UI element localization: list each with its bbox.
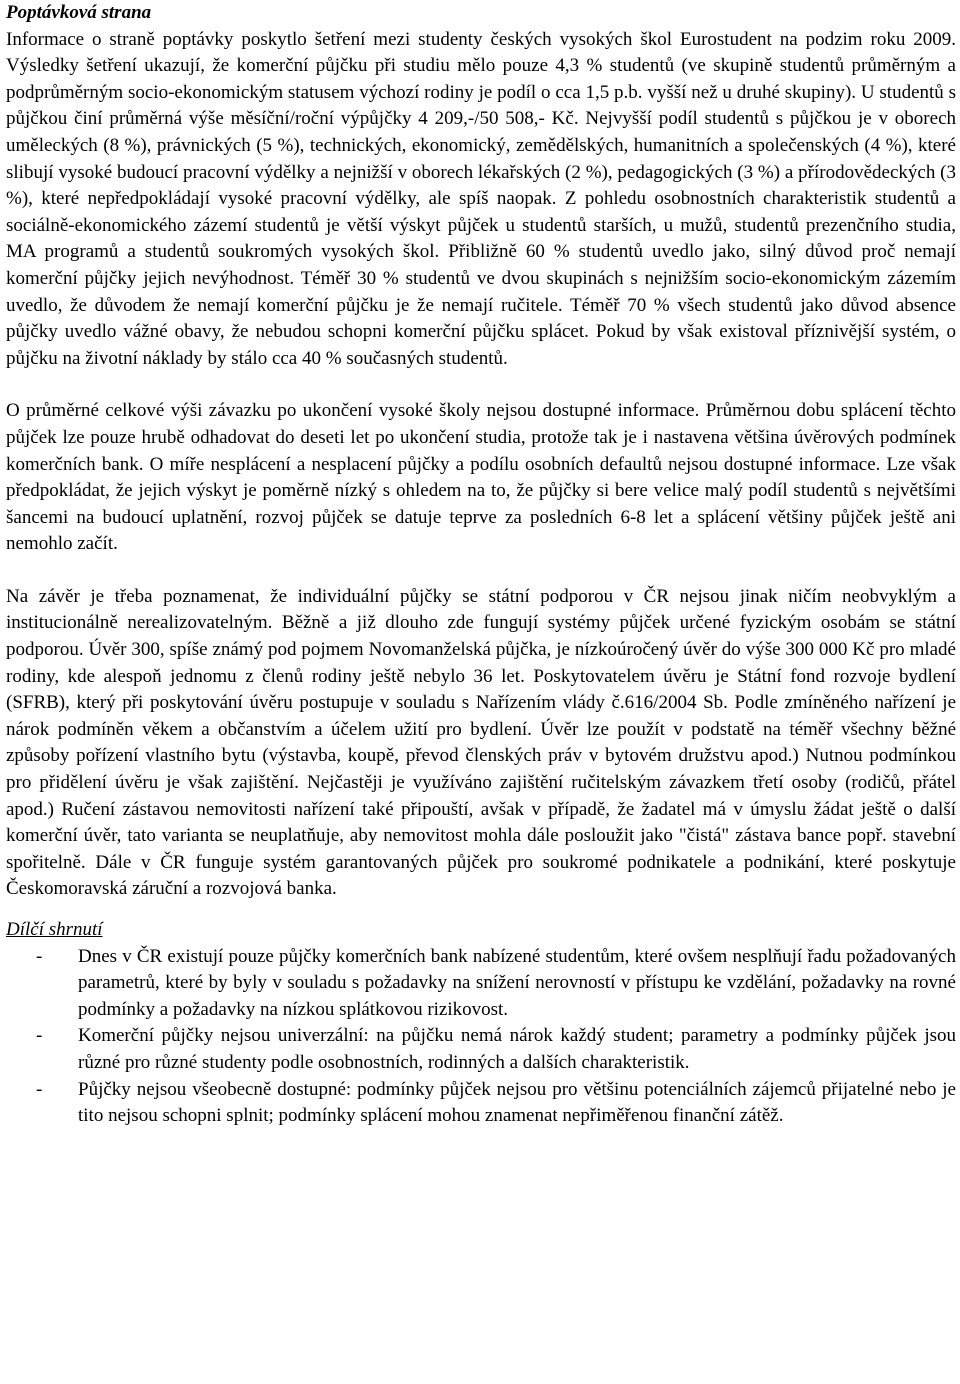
summary-item-text: Dnes v ČR existují pouze půjčky komerčních bank nabízené studentům, které ovšem nesplňují řadu požadovaných parametrů, které by byly v souladu s požadavky na snížení nerovností v přístupu ke vzdělání, požadavky na rovné podmínky a požadavky na nízkou splátkovou rizikovost. xyxy=(78,945,956,1020)
paragraph-demand-survey: Informace o straně poptávky poskytlo šetření mezi studenty českých vysokých škol Eurostudent na podzim roku 2009. Výsledky šetření ukazují, že komerční půjčku při studiu mělo pouze 4,3 % studentů (ve skupině studentů průměrným a podprůměrným socio-ekonomickým statusem výchozí rodiny je podíl o cca 1,5 p.b. vyšší než u druhé skupiny). U studentů s půjčkou činí průměrná výše měsíční/roční výpůjčky 4 209,-/50 508,- Kč. Nejvyšší podíl studentů s půjčkou je v oborech uměleckých (8 %), právnických (5 %), technických, ekonomický, zemědělských, humanitních a společenských (4 %), které slibují vysoké budoucí pracovní výdělky a nejnižší v oborech lékařských (2 %), pedagogických (3 %) a přírodovědeckých (3 %), které nepředpokládají vysoké pracovní výdělky, ale spíš naopak. Z pohledu osobnostních charakteristik studentů a sociálně-ekonomického zázemí studentů je větší výskyt půjček u studentů starších, u mužů, studentů prezenčního studia, MA programů a studentů soukromých vysokých škol. Přibližně 60 % studentů uvedlo jako, silný důvod proč nemají komerční půjčky jejich nevýhodnost. Téměř 30 % studentů ve dvou skupinách s nejnižším socio-ekonomickým zázemím uvedlo, že důvodem že nemají komerční půjčku je že nemají ručitele. Téměř 70 % všech studentů jako důvod absence půjčky uvedlo vážné obavy, že nebudou schopni komerční půjčku splácet. Pokud by však existoval příznivější systém, o půjčku na životní náklady by stálo cca 40 % současných studentů. xyxy=(6,28,956,369)
list-item xyxy=(6,1023,956,1076)
paragraph-repayment: O průměrné celkové výši závazku po ukončení vysoké školy nejsou dostupné informace. Průměrnou dobu splácení těchto půjček lze pouze hrubě odhadovat do deseti let po ukončení studia, protože tak je i nastavena většina úvěrových podmínek komerčních bank. O míře nesplácení a nesplacení půjčky a podílu osobních defaultů nejsou dostupné informace. Lze však předpokládat, že jejich výskyt je poměrně nízký s ohledem na to, že půjčky si bere velice malý podíl studentů s největšími šancemi na budoucí uplatnění, rozvoj půjček se datuje teprve za posledních 6-8 let a splácení většiny půjček ještě ani nemohlo začít. xyxy=(6,400,956,555)
summary-item-text: Komerční půjčky nejsou univerzální: na půjčku nemá nárok každý student; parametry a podmínky půjček jsou různé pro různé studenty podle osobnostních, rodinných a dalších charakteristik. xyxy=(78,1025,956,1073)
document-page xyxy=(6,0,956,1130)
section-heading: Poptávková strana xyxy=(6,2,152,23)
paragraph-state-loans: Na závěr je třeba poznamenat, že individuální půjčky se státní podporou v ČR nejsou jinak ničím neobvyklým a institucionálně nerealizovatelným. Běžně a již dlouho zde fungují systémy půjček určené fyzickým osobám se státní podporou. Úvěr 300, spíše známý pod pojmem Novomanželská půjčka, je nízkoúročený úvěr do výše 300 000 Kč pro mladé rodiny, kde alespoň jednomu z členů rodiny ještě nebylo 36 let. Poskytovatelem úvěru je Státní fond rozvoje bydlení (SFRB), který při poskytování úvěru postupuje v souladu s Nařízením vlády č.616/2004 Sb. Podle zmíněného nařízení je nárok podmíněn věkem a občanstvím a účelem užití pro bydlení. Úvěr lze použít v podstatě na téměř všechny běžné způsoby pořízení vlastního bytu (výstavba, koupě, převod členských práv v bytovém družstvu apod.) Nutnou podmínkou pro přidělení úvěru je však zajištění. Nejčastěji je využíváno zajištění ručitelským závazkem třetí osoby (rodičů, přátel apod.) Ručení zástavou nemovitosti nařízení také připouští, avšak v případě, že žadatel má v úmyslu žádat ještě o další komerční úvěr, tato varianta se neuplatňuje, aby nemovitost mohla dále posloužit jako "čistá" zástava bance popř. stavební spořitelně. Dále v ČR funguje systém garantovaných půjček pro soukromé podnikatele a podnikání, které poskytuje Českomoravská záruční a rozvojová banka. xyxy=(6,585,956,900)
dash-bullet: - xyxy=(36,1025,43,1047)
list-item xyxy=(6,1077,956,1130)
summary-heading: Dílčí shrnutí xyxy=(6,919,103,940)
list-item xyxy=(6,944,956,1024)
summary-list xyxy=(6,944,956,1130)
dash-bullet: - xyxy=(36,945,43,967)
summary-item-text: Půjčky nejsou všeobecně dostupné: podmínky půjček nejsou pro většinu potenciálních zájemců přijatelné nebo je tito nejsou schopni splnit; podmínky splácení mohou znamenat nepřiměřenou finanční zátěž. xyxy=(78,1078,956,1127)
paragraph-spacer xyxy=(6,558,956,584)
paragraph-spacer xyxy=(6,372,956,398)
dash-bullet: - xyxy=(36,1078,43,1100)
